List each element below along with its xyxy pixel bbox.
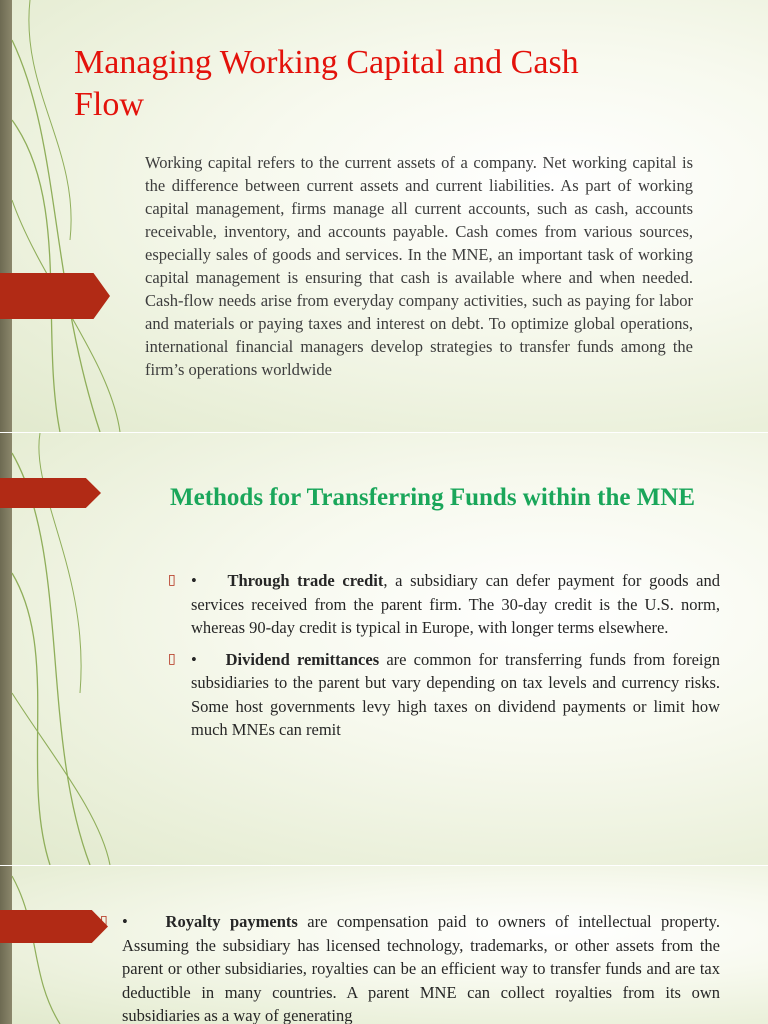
- bullet-dot: •: [191, 649, 197, 669]
- list-item: [168, 648, 720, 742]
- bullet-marker-icon: ▯: [100, 914, 108, 929]
- bullet-dot: •: [191, 571, 197, 590]
- slide-1: [0, 0, 768, 432]
- bullet-text: are common for transferring funds from foreign subsidiaries to the parent but vary depending on tax levels and currency risks. Some host governments levy high taxes on dividend payments or limit how much MNEs can remit: [191, 649, 720, 739]
- slide-2: [0, 433, 768, 865]
- red-arrow-marker: [0, 910, 108, 943]
- bullet-text: , a subsidiary can defer payment for goods and services received from the parent firm. The 30-day credit is the U.S. norm, whereas 90-day credit is typical in Europe, with longer terms elsewhere.: [191, 571, 720, 637]
- red-arrow-marker: [0, 273, 110, 319]
- slide-body-text: Working capital refers to the current assets of a company. Net working capital is the difference between current assets and current liabilities. As part of working capital management, firms manage all current accounts, such as cash, accounts receivable, inventory, and accounts payable. Cash comes from various sources, especially sales of goods and services. In the MNE, an important task of working capital management is ensuring that cash is available where and when needed. Cash-flow needs arise from everyday company activities, such as paying for labor and materials or paying taxes and interest on debt. To optimize global operations, international financial managers develop strategies to transfer funds among the firm’s operations worldwide: [145, 153, 693, 379]
- bullet-term: Royalty payments: [165, 912, 298, 931]
- slide-side-band: [0, 866, 12, 1024]
- bullet-marker-icon: ▯: [168, 651, 176, 667]
- bullet-list: [100, 910, 720, 1024]
- bullet-list: [168, 569, 720, 750]
- list-item: [100, 910, 720, 1024]
- bullet-text: are compensation paid to owners of intellectual property. Assuming the subsidiary has licensed technology, trademarks, or other assets from the parent or other subsidiaries, royalties can be an efficient way to transfer funds and are tax deductible in many countries. A parent MNE can collect royalties from its own subsidiaries as a way of generating: [122, 912, 720, 1024]
- bullet-term: Dividend remittances: [225, 649, 380, 669]
- slide-3: [0, 866, 768, 1024]
- slide-title: Managing Working Capital and Cash Flow: [74, 44, 579, 123]
- slide-heading: Methods for Transferring Funds within the MNE: [170, 484, 696, 511]
- slide-side-band: [0, 0, 12, 432]
- bullet-term: Through trade credit: [227, 571, 384, 590]
- bullet-dot: •: [122, 912, 128, 931]
- list-item: [168, 569, 720, 640]
- red-arrow-marker: [0, 478, 101, 508]
- bullet-marker-icon: ▯: [168, 573, 176, 588]
